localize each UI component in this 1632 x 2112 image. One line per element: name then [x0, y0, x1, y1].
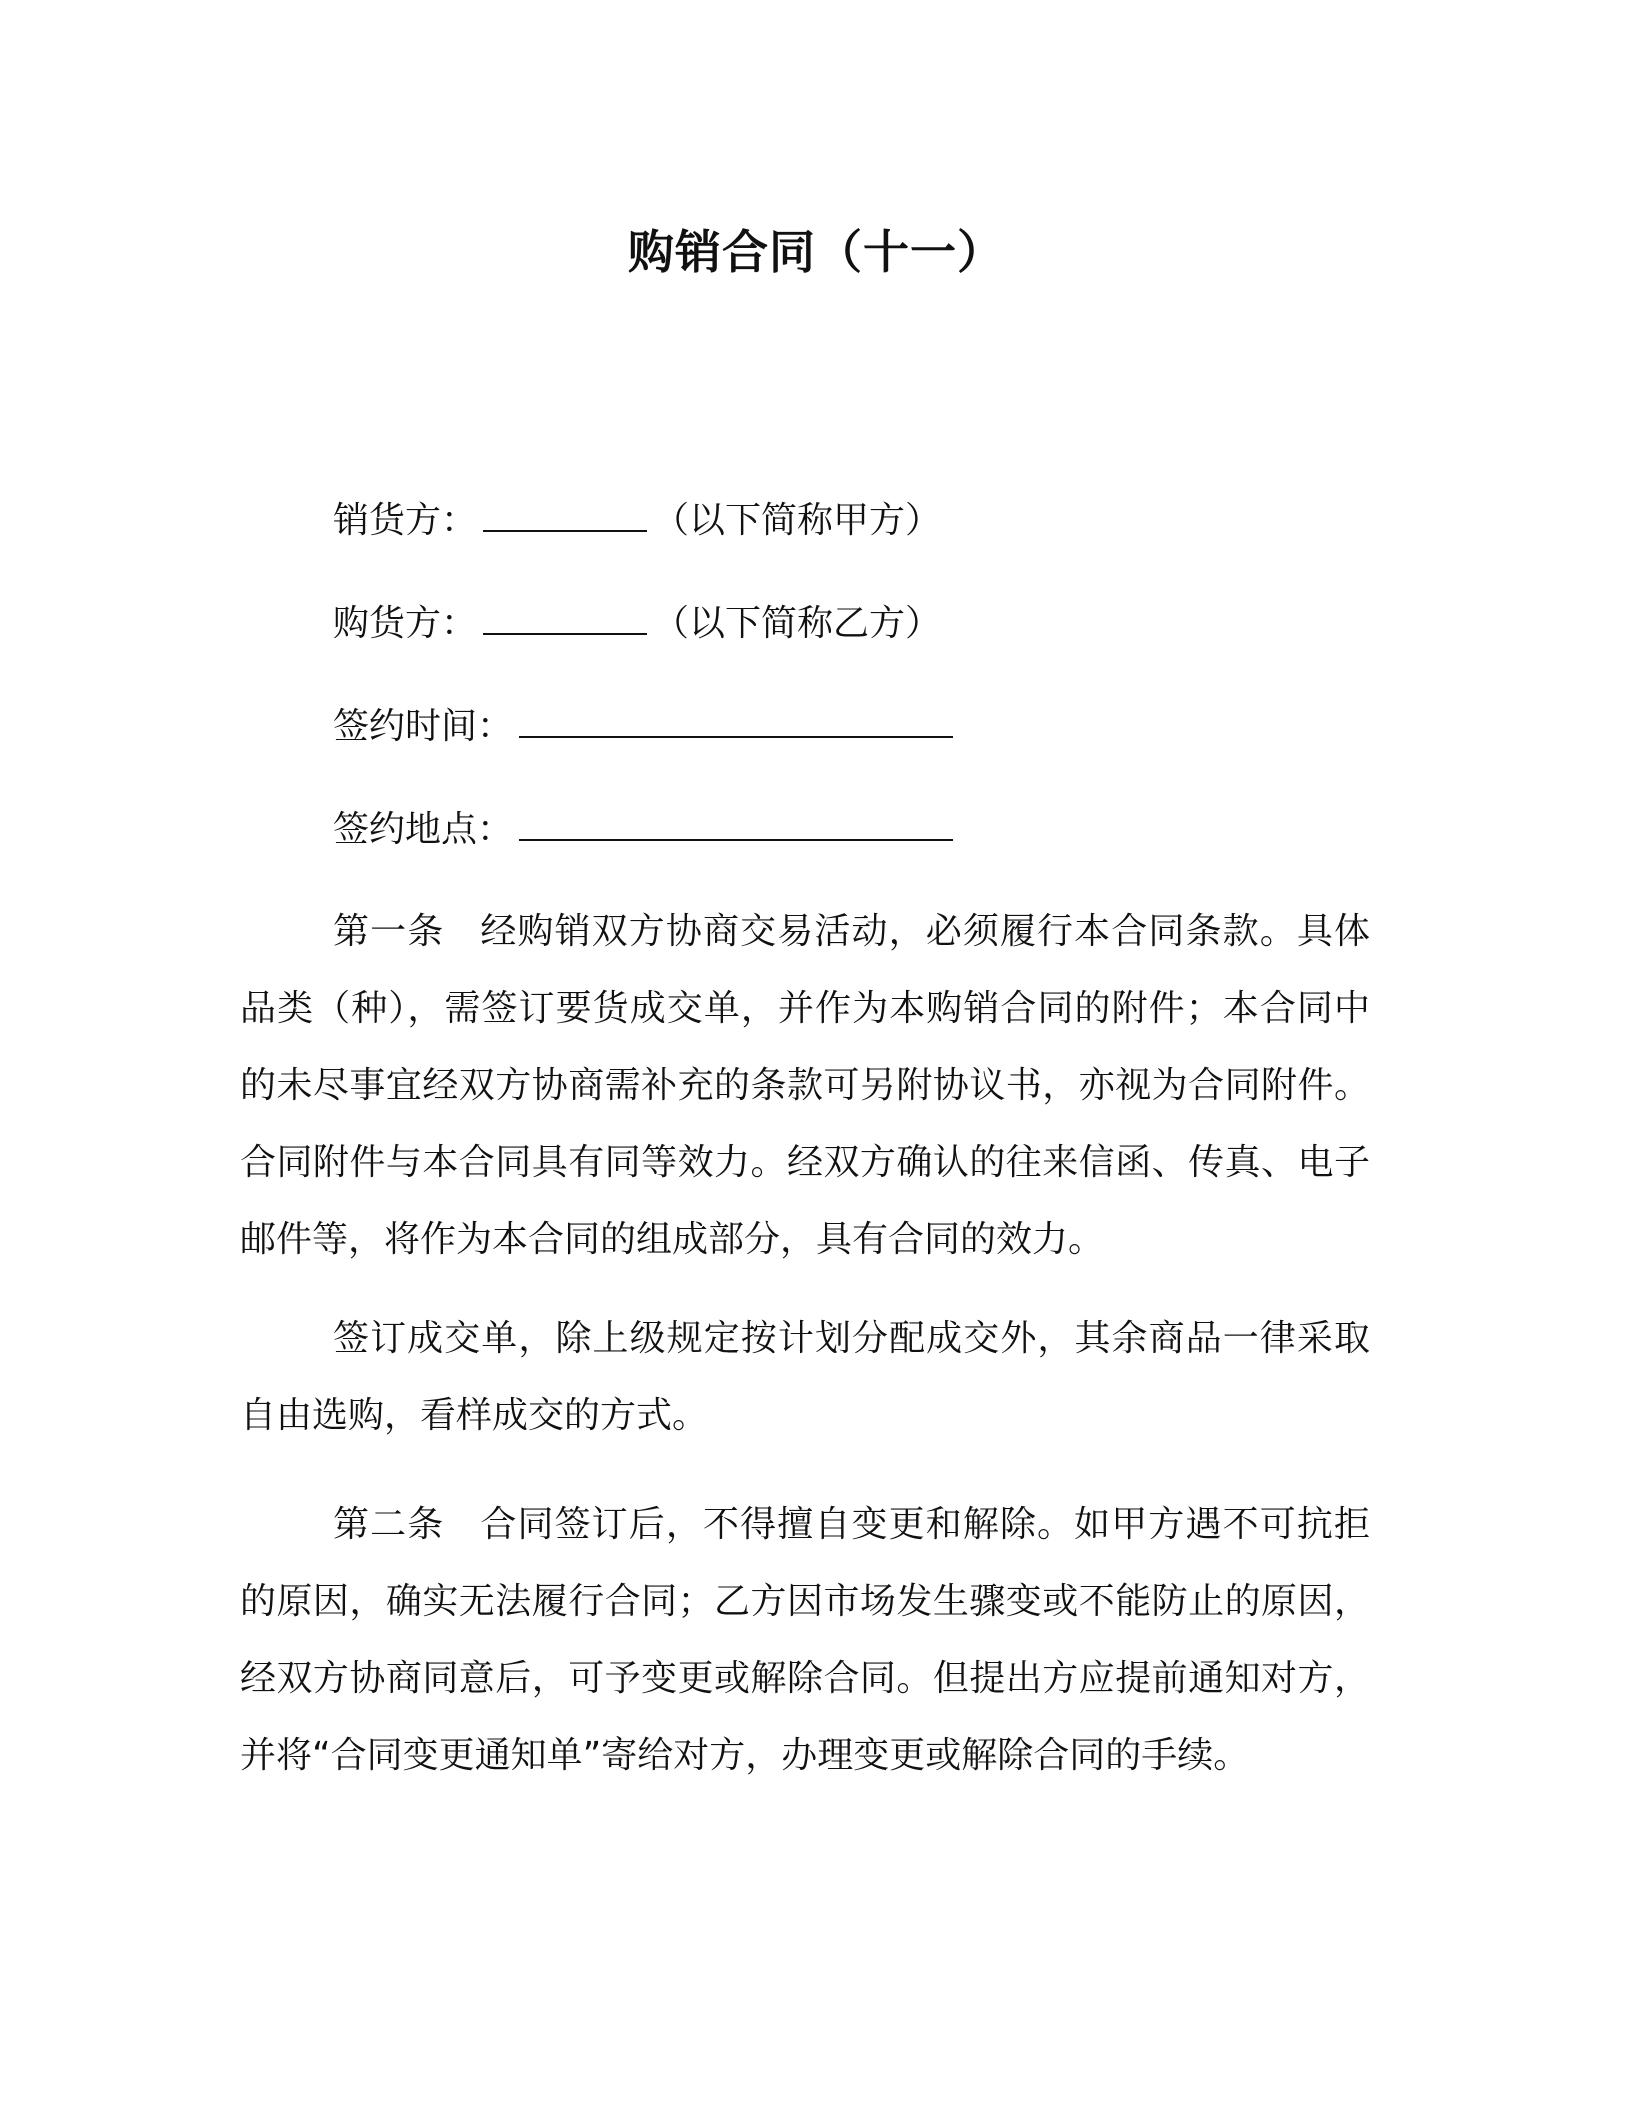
seller-blank [483, 500, 647, 532]
signing-place-field [333, 806, 959, 854]
seller-label: 销货方： [333, 500, 478, 541]
signing-place-blank [519, 809, 953, 841]
buyer-label: 购货方： [333, 603, 478, 644]
buyer-suffix: （以下简称乙方） [653, 603, 942, 644]
article-1-text: 经购销双方协商交易活动，必须履行本合同条款。具体品类（种），需签订要货成交单，并作为本购销合同的附件；本合同中的未尽事宜经双方协商需补充的条款可另附协议书，亦视为合同附件。合同附件与本合同具有同等效力。经双方确认的往来信函、传真、电子邮件等，将作为本合同的组成部分，具有合同的效力。 [240, 911, 1370, 1260]
seller-suffix: （以下简称甲方） [653, 500, 942, 541]
article-2-text: 合同签订后，不得擅自变更和解除。如甲方遇不可抗拒的原因，确实无法履行合同；乙方因市场发生骤变或不能防止的原因，经双方协商同意后，可予变更或解除合同。但提出方应提前通知对方，并将“合同变更通知单”寄给对方，办理变更或解除合同的手续。 [240, 1504, 1370, 1776]
buyer-blank [483, 603, 647, 635]
signing-place-label: 签约地点： [333, 809, 514, 850]
article-1-paragraph [240, 893, 1370, 1278]
buyer-field [333, 600, 941, 648]
signing-time-field [333, 703, 959, 751]
signing-time-blank [519, 706, 953, 738]
order-text: 签订成交单，除上级规定按计划分配成交外，其余商品一律采取自由选购，看样成交的方式。 [240, 1318, 1370, 1436]
signing-time-label: 签约时间： [333, 706, 514, 747]
article-1-heading: 第一条 [333, 911, 445, 952]
order-paragraph [240, 1300, 1370, 1454]
article-2-heading: 第二条 [333, 1504, 445, 1545]
article-2-paragraph [240, 1486, 1370, 1794]
seller-field [333, 497, 941, 545]
document-title: 购销合同（十一） [628, 225, 1004, 279]
